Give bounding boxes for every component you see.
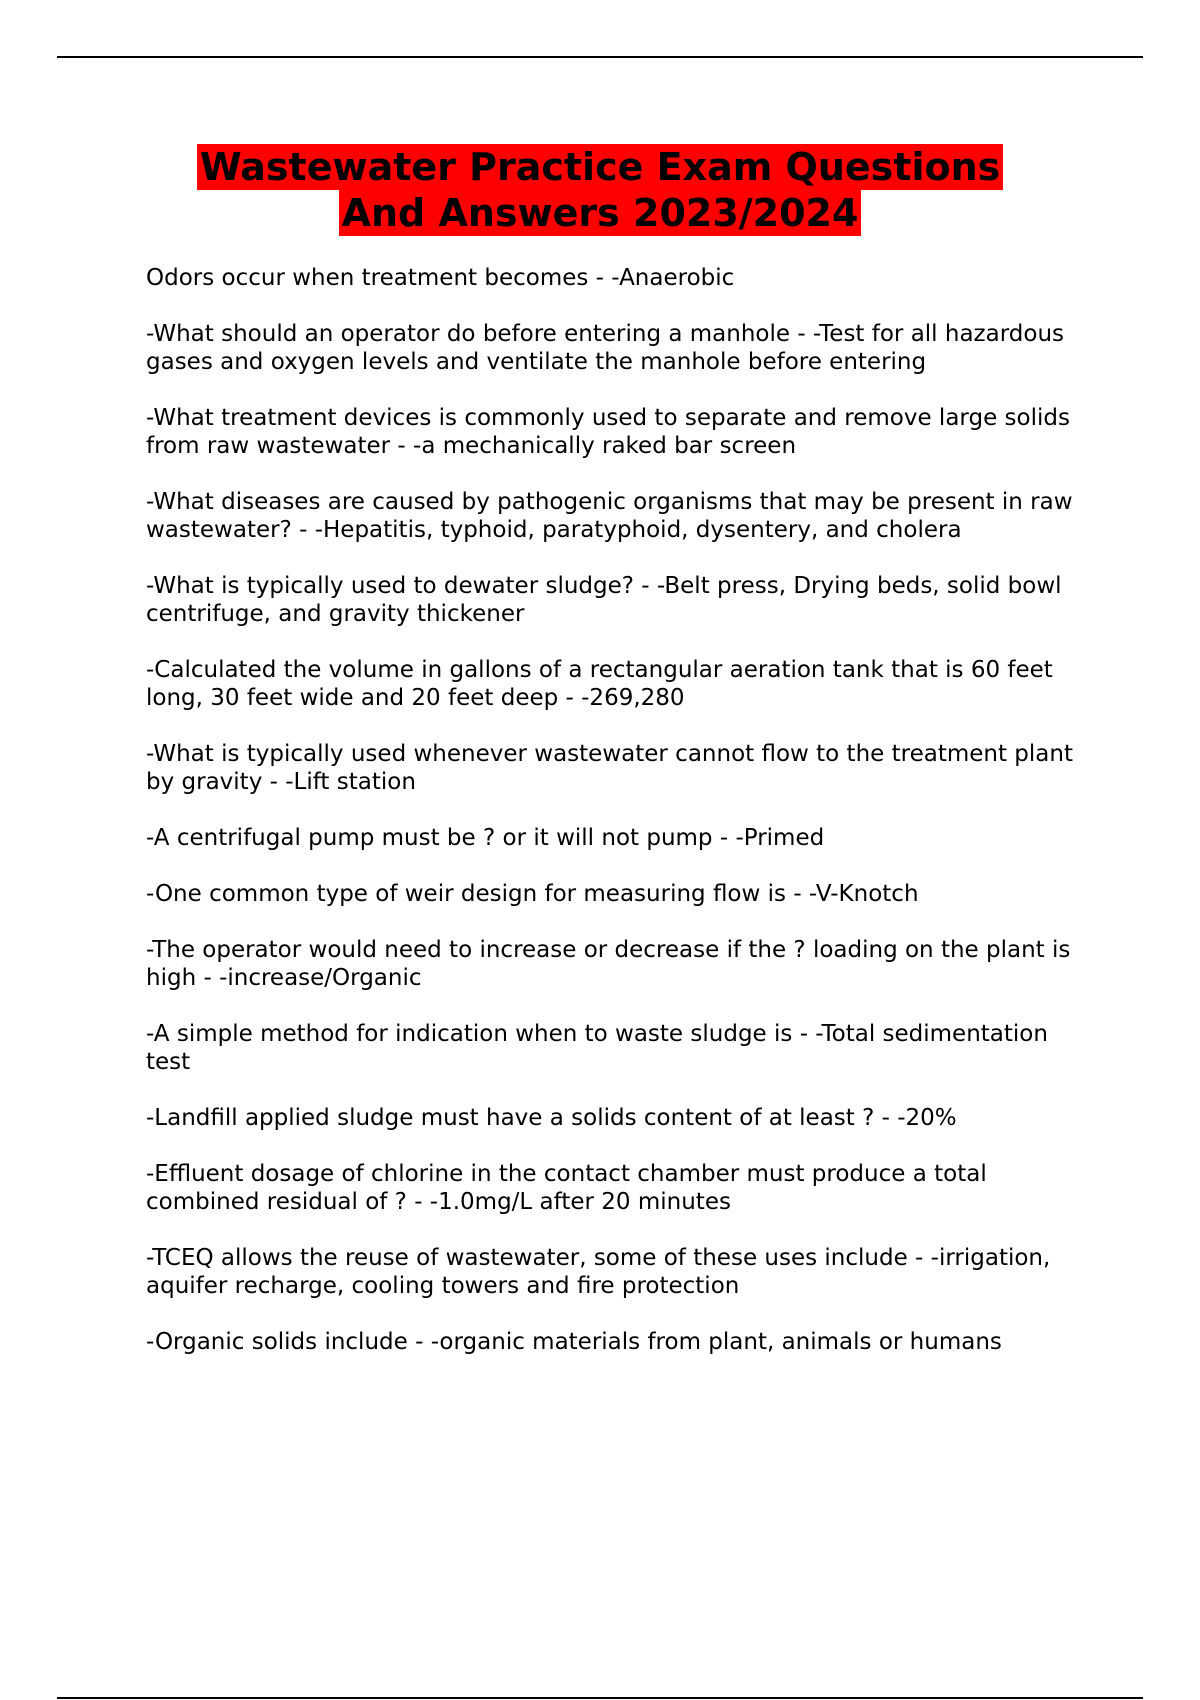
qa-item: -TCEQ allows the reuse of wastewater, some of these uses include - -irrigation, aquifer recharge, cooling towers and fire protection [146,1245,1051,1299]
qa-item: -What is typically used whenever wastewater cannot flow to the treatment plant by gravity - -Lift station [146,741,1073,795]
qa-list [146,264,1086,1384]
qa-item: -Effluent dosage of chlorine in the contact chamber must produce a total combined residual of ? - -1.0mg/L after 20 minutes [146,1161,987,1215]
qa-item: -What is typically used to dewater sludge? - -Belt press, Drying beds, solid bowl centrifuge, and gravity thickener [146,573,1062,627]
qa-item: -Landfill applied sludge must have a solids content of at least ? - -20% [146,1105,957,1131]
qa-item: -What treatment devices is commonly used to separate and remove large solids from raw wastewater - -a mechanically raked bar screen [146,405,1070,459]
qa-item: -The operator would need to increase or decrease if the ? loading on the plant is high - -increase/Organic [146,937,1071,991]
qa-item: -Calculated the volume in gallons of a rectangular aeration tank that is 60 feet long, 30 feet wide and 20 feet deep - -269,280 [146,657,1053,711]
qa-item: -A simple method for indication when to waste sludge is - -Total sedimentation test [146,1021,1048,1075]
header-rule [57,56,1143,58]
document-title [120,144,1080,236]
qa-item: -A centrifugal pump must be ? or it will not pump - -Primed [146,825,825,851]
qa-item: Odors occur when treatment becomes - -Anaerobic [146,265,735,291]
qa-item: -Organic solids include - -organic materials from plant, animals or humans [146,1329,1002,1355]
qa-item: -One common type of weir design for measuring flow is - -V-Knotch [146,881,919,907]
title-line-1: Wastewater Practice Exam Questions [197,144,1004,190]
qa-item: -What should an operator do before entering a manhole - -Test for all hazardous gases and oxygen levels and ventilate the manhole before entering [146,321,1065,375]
footer-rule [57,1697,1143,1699]
qa-item: -What diseases are caused by pathogenic organisms that may be present in raw wastewater? - -Hepatitis, typhoid, paratyphoid, dysentery, and cholera [146,489,1073,543]
title-line-2: And Answers 2023/2024 [339,190,862,236]
